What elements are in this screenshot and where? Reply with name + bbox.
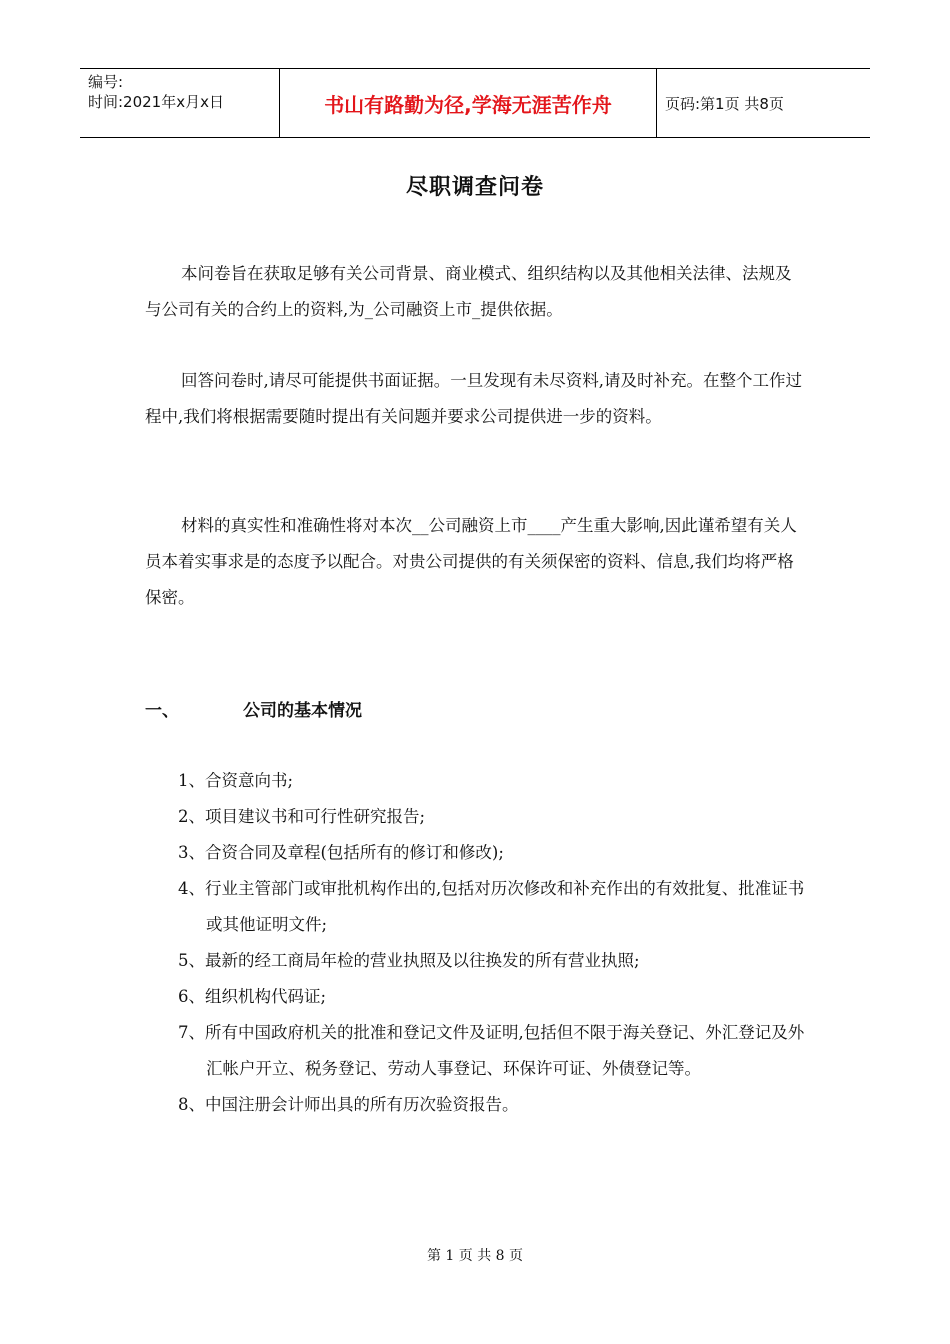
document-number-label: 编号: <box>88 73 124 91</box>
page-header <box>80 68 870 138</box>
intro-paragraph-3: 材料的真实性和准确性将对本次__公司融资上市____产生重大影响,因此谨希望有关人员本着实事求是的态度予以配合。对贵公司提供的有关须保密的资料、信息,我们均将严格保密。 <box>145 516 797 607</box>
section-title: 公司的基本情况 <box>243 701 362 721</box>
section-heading <box>145 696 362 721</box>
header-meta <box>80 69 280 137</box>
intro-paragraph-1: 本问卷旨在获取足够有关公司背景、商业模式、组织结构以及其他相关法律、法规及与公司有关的合约上的资料,为_公司融资上市_提供依据。 <box>145 264 792 319</box>
document-date: 时间:2021年x月x日 <box>88 93 224 111</box>
document-checklist <box>178 763 808 1123</box>
header-motto: 书山有路勤为径,学海无涯苦作舟 <box>280 69 657 137</box>
list-item: 4、行业主管部门或审批机构作出的,包括对历次修改和补充作出的有效批复、批准证书或其他证明文件; <box>178 879 805 934</box>
section-number: 一、 <box>145 701 179 721</box>
header-page-code: 页码:第1页 共8页 <box>665 94 784 113</box>
list-item: 5、最新的经工商局年检的营业执照及以往换发的所有营业执照; <box>178 951 640 970</box>
list-item: 3、合资合同及章程(包括所有的修订和修改); <box>178 843 504 862</box>
page-footer: 第 1 页 共 8 页 <box>426 1248 524 1264</box>
list-item: 8、中国注册会计师出具的所有历次验资报告。 <box>178 1095 519 1114</box>
list-item: 7、所有中国政府机关的批准和登记文件及证明,包括但不限于海关登记、外汇登记及外汇帐户开立、税务登记、劳动人事登记、环保许可证、外债登记等。 <box>178 1023 805 1078</box>
list-item: 1、合资意向书; <box>178 771 294 790</box>
list-item: 2、项目建议书和可行性研究报告; <box>178 807 426 826</box>
intro-paragraph-2: 回答问卷时,请尽可能提供书面证据。一旦发现有未尽资料,请及时补充。在整个工作过程中,我们将根据需要随时提出有关问题并要求公司提供进一步的资料。 <box>145 371 802 426</box>
document-title: 尽职调查问卷 <box>405 174 544 200</box>
list-item: 6、组织机构代码证; <box>178 987 327 1006</box>
